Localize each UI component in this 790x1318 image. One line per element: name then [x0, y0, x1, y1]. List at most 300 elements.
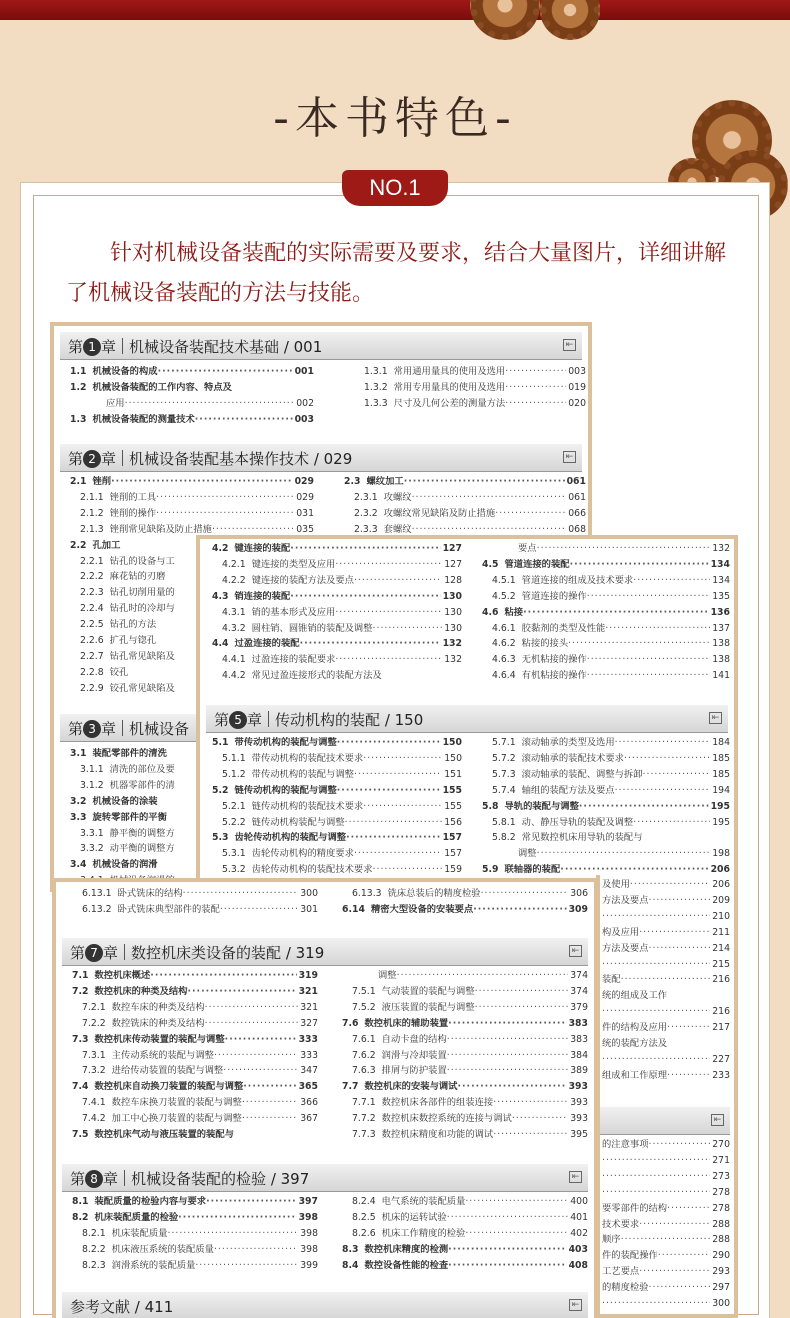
toc-entry[interactable] [482, 815, 730, 831]
toc-entry-number: 8.2.5 [352, 1211, 376, 1223]
gear-icon [540, 0, 600, 40]
toc-entry[interactable] [72, 1063, 318, 1079]
toc-entry[interactable] [342, 1032, 588, 1048]
leader-dots [220, 902, 298, 918]
toc-entry[interactable] [72, 968, 318, 984]
feature-badge: NO.1 [342, 170, 448, 206]
leader-dots [602, 1153, 710, 1169]
leader-dots [363, 799, 442, 815]
collapse-icon[interactable]: ⇤ [709, 712, 722, 724]
toc-entry-number: 5.1 [212, 737, 229, 748]
toc-entry[interactable] [482, 846, 730, 862]
leader-dots [602, 1169, 710, 1185]
toc-entry-page: 130 [442, 590, 462, 602]
toc-entry-page: 309 [568, 903, 588, 915]
leader-dots [354, 846, 442, 862]
toc-entry[interactable] [72, 1258, 318, 1274]
toc-entry-title: 机器零部件的清 [109, 779, 175, 791]
toc-entry-page: 035 [296, 523, 314, 535]
leader-dots [447, 1210, 569, 1226]
toc-entry-fragment[interactable] [602, 1036, 730, 1052]
toc-entry-number: 4.6.4 [492, 670, 516, 682]
toc-entry[interactable] [212, 573, 462, 589]
toc-entry-title: 滚动轴承的装配、调整与拆卸 [521, 768, 643, 780]
leader-dots [111, 474, 292, 490]
toc-entry-title: 滚动轴承的装配技术要求 [521, 752, 624, 764]
toc-entry-page: 061 [568, 491, 586, 503]
toc-entry-title: 数控车床换刀装置的装配与调整 [111, 1097, 242, 1109]
leader-dots [649, 893, 711, 909]
leader-dots [667, 1201, 710, 1217]
toc-entry[interactable] [482, 589, 730, 605]
toc-entry-title: 钻孔常见缺陷及 [109, 650, 175, 662]
toc-entry-page: 001 [294, 366, 314, 377]
toc-entry-number: 3.1.1 [80, 763, 104, 775]
toc-entry-page: 402 [570, 1227, 588, 1239]
toc-entry[interactable] [482, 783, 730, 799]
toc-entry-title: 精密大型设备的安装要点 [370, 903, 474, 915]
toc-entry-fragment[interactable] [602, 988, 730, 1004]
chapter-2-header: 第 2 章 机械设备装配基本操作技术 / 029 ⇤ [60, 444, 582, 472]
toc-entry[interactable] [342, 968, 588, 984]
toc-entry-page: 401 [570, 1211, 588, 1223]
toc-entry[interactable] [342, 1000, 588, 1016]
leader-dots [158, 364, 293, 380]
toc-entry[interactable] [482, 636, 730, 652]
toc-entry[interactable] [212, 783, 462, 799]
toc-entry-number: 5.8.1 [492, 816, 516, 828]
toc-entry-page: 383 [568, 1017, 588, 1029]
toc-entry[interactable] [70, 412, 314, 428]
leader-dots [335, 605, 442, 621]
toc-entry[interactable] [342, 1016, 588, 1032]
leader-dots [667, 1020, 710, 1036]
toc-entry-number: 6.13.2 [82, 903, 112, 915]
toc-entry[interactable] [344, 506, 586, 522]
toc-entry-page: 393 [570, 1113, 588, 1125]
leader-dots [195, 412, 293, 428]
toc-entry-fragment[interactable] [602, 941, 730, 957]
toc-entry[interactable] [72, 1032, 318, 1048]
toc-entry-title: 件的装配操作 [602, 1250, 658, 1262]
toc-entry-number: 5.3 [212, 832, 229, 844]
toc-entry[interactable] [72, 1111, 318, 1127]
leader-dots [337, 783, 441, 799]
toc-entry-number: 7.4.1 [82, 1097, 106, 1109]
toc-entry-page: 068 [568, 523, 586, 535]
leader-dots [579, 799, 709, 815]
toc-entry-title: 常用专用量具的使用及选用 [393, 381, 506, 393]
toc-entry-title: 自动卡盘的结构 [381, 1033, 447, 1045]
toc-entry[interactable] [72, 902, 318, 918]
toc-entry-title: 销的基本形式及应用 [251, 606, 336, 618]
toc-entry-fragment[interactable] [602, 1264, 730, 1280]
toc-entry-fragment[interactable] [602, 957, 730, 973]
leader-dots [639, 1217, 710, 1233]
leader-dots [505, 364, 566, 380]
toc-entry-title: 方法及要点 [602, 894, 649, 906]
leader-dots [234, 1127, 316, 1143]
toc-entry-fragment[interactable] [602, 1068, 730, 1084]
toc-entry-fragment[interactable] [602, 1137, 730, 1153]
toc-entry-number: 6.13.3 [352, 888, 382, 899]
toc-entry-title: 链传动机构装配与调整 [251, 816, 345, 828]
toc-entry-number: 7.7.3 [352, 1129, 376, 1141]
toc-entry[interactable] [342, 1063, 588, 1079]
toc-entry[interactable] [212, 767, 462, 783]
toc-entry[interactable] [212, 636, 462, 652]
toc-entry[interactable] [342, 1127, 588, 1143]
toc-entry-title: 键连接的类型及应用 [251, 558, 336, 570]
toc-entry-page: 321 [300, 1001, 318, 1013]
toc-entry[interactable] [70, 396, 314, 412]
toc-entry[interactable] [482, 605, 730, 621]
leader-dots [587, 652, 711, 668]
toc-entry[interactable] [354, 396, 586, 412]
toc-entry[interactable] [72, 1242, 318, 1258]
toc-entry-number: 4.4.2 [222, 670, 246, 682]
toc-entry[interactable] [70, 506, 314, 522]
chapter-8-header: 第 8 章 机械设备装配的检验 / 397 ⇤ [62, 1164, 588, 1192]
toc-entry-number: 4.3.2 [222, 622, 246, 634]
toc-entry[interactable] [354, 364, 586, 380]
ch1-left [70, 364, 314, 428]
toc-entry-page: 157 [444, 848, 462, 860]
leader-dots [354, 573, 442, 589]
leader-dots [602, 909, 710, 925]
toc-entry[interactable] [342, 1048, 588, 1064]
toc-entry-page: 384 [570, 1049, 588, 1061]
collapse-icon[interactable]: ⇤ [569, 1171, 582, 1183]
toc-entry[interactable] [212, 751, 462, 767]
toc-entry-page: 195 [712, 816, 730, 828]
toc-entry[interactable] [212, 815, 462, 831]
toc-entry-title: 键连接的装配 [234, 543, 291, 554]
toc-entry-title: 数控机床的种类及结构 [94, 985, 188, 997]
toc-entry[interactable] [482, 767, 730, 783]
leader-dots [156, 506, 294, 522]
toc-entry-number: 3.3 [70, 811, 87, 823]
leader-dots [639, 1264, 710, 1280]
toc-entry-number: 5.7.2 [492, 752, 516, 764]
leader-dots [346, 830, 441, 846]
toc-entry-number: 7.5.2 [352, 1001, 376, 1013]
toc-entry[interactable] [70, 490, 314, 506]
toc-entry[interactable] [72, 1000, 318, 1016]
toc-entry[interactable] [342, 1242, 588, 1258]
toc-entry[interactable] [342, 902, 588, 918]
toc-entry-title: 统的装配方法及 [602, 1038, 668, 1050]
toc-entry-title: 液压装置的装配与调整 [381, 1001, 475, 1013]
toc-entry[interactable] [72, 1016, 318, 1032]
toc-entry[interactable] [482, 668, 730, 684]
leader-dots [448, 1242, 566, 1258]
leader-dots [602, 1296, 710, 1312]
toc-entry-number: 5.7.4 [492, 784, 516, 796]
leader-dots [465, 1194, 568, 1210]
toc-entry[interactable] [482, 735, 730, 751]
toc-entry-page: 300 [712, 1298, 730, 1310]
toc-entry-page: 135 [712, 590, 730, 602]
toc-entry-title: 常见数控机床用导轨的装配与 [521, 832, 643, 844]
leader-dots [481, 886, 569, 902]
leader-dots [448, 1258, 566, 1274]
collapse-icon[interactable]: ⇤ [569, 945, 582, 957]
leader-dots [243, 1079, 296, 1095]
toc-entry[interactable] [212, 799, 462, 815]
leader-dots [505, 380, 566, 396]
toc-entry-page: 127 [442, 543, 462, 554]
leader-dots [630, 877, 710, 893]
toc-entry[interactable] [482, 541, 730, 557]
toc-entry-title: 机床工作精度的检验 [381, 1227, 466, 1239]
toc-entry-title: 的注意事项 [602, 1139, 649, 1150]
toc-entry[interactable] [72, 886, 318, 902]
toc-entry-page: 366 [300, 1097, 318, 1109]
leader-dots [568, 636, 710, 652]
leader-dots [242, 1095, 298, 1111]
toc-entry[interactable] [72, 1127, 318, 1143]
toc-entry[interactable] [212, 605, 462, 621]
toc-entry[interactable] [72, 1194, 318, 1210]
leader-dots [639, 925, 710, 941]
toc-entry-fragment[interactable] [602, 877, 730, 893]
toc-entry[interactable] [342, 1194, 588, 1210]
toc-entry[interactable] [212, 652, 462, 668]
toc-entry-title: 数控机床数控系统的连接与调试 [381, 1113, 512, 1125]
toc-entry[interactable] [342, 1095, 588, 1111]
toc-entry-page: 389 [570, 1065, 588, 1077]
toc-entry[interactable] [342, 1079, 588, 1095]
toc-entry-title: 扩孔与锪孔 [109, 635, 157, 647]
toc-entry-number: 2.1.1 [80, 491, 104, 503]
toc-entry-number: 2.2.4 [80, 603, 104, 615]
toc-entry[interactable] [342, 984, 588, 1000]
leader-dots [223, 1063, 298, 1079]
leader-dots [373, 621, 443, 637]
toc-entry[interactable] [70, 380, 314, 396]
toc-entry-fragment[interactable] [602, 1185, 730, 1201]
toc-entry-number: 5.1.1 [222, 752, 246, 764]
toc-entry-page: 155 [444, 800, 462, 812]
toc-entry[interactable] [212, 621, 462, 637]
toc-entry[interactable] [70, 474, 314, 490]
leader-dots [523, 605, 708, 621]
toc-entry-title: 铣床总装后的精度检验 [387, 888, 481, 899]
toc-entry-page: 214 [712, 942, 730, 954]
toc-entry-fragment[interactable] [602, 1169, 730, 1185]
toc-entry-title: 钻孔时的冷却与 [109, 603, 175, 615]
toc-entry-number: 7.3.2 [82, 1065, 106, 1077]
toc-entry[interactable] [482, 621, 730, 637]
leader-dots [667, 1036, 728, 1052]
toc-entry[interactable] [212, 830, 462, 846]
toc-entry-title: 链传动机构的装配与调整 [234, 784, 337, 796]
toc-entry-fragment[interactable] [602, 1004, 730, 1020]
toc-entry-page: 185 [712, 752, 730, 764]
leader-dots [633, 573, 710, 589]
toc-entry-number: 5.1.2 [222, 768, 246, 780]
toc-entry-page: 137 [712, 622, 730, 634]
toc-entry-title: 润滑与冷却装置 [381, 1049, 447, 1061]
toc-entry-title: 卧式铣床典型部件的装配 [117, 903, 220, 915]
toc-entry-title: 机械设备的润滑 [92, 859, 158, 871]
toc-entry-title: 旋转零部件的平衡 [92, 811, 167, 823]
toc-entry-fragment[interactable] [602, 925, 730, 941]
toc-entry[interactable] [482, 830, 730, 846]
leader-dots [290, 589, 440, 605]
toc-entry-title: 数控铣床的种类及结构 [111, 1017, 205, 1029]
toc-entry-title: 及使用 [602, 879, 630, 890]
toc-entry[interactable] [482, 557, 730, 573]
toc-entry[interactable] [342, 1258, 588, 1274]
toc-entry-page: 333 [298, 1033, 318, 1045]
toc-entry-title: 卧式铣床的结构 [117, 888, 183, 899]
toc-entry-title: 带传动机构的装配技术要求 [251, 752, 364, 764]
toc-entry-title: 管道连接的装配 [504, 558, 570, 570]
toc-entry-page: 130 [444, 606, 462, 618]
toc-entry[interactable] [72, 1095, 318, 1111]
toc-entry[interactable] [212, 589, 462, 605]
toc-entry[interactable] [342, 886, 588, 902]
toc-entry-page: 132 [444, 654, 462, 666]
ch8-right [342, 1194, 588, 1274]
toc-entry-page: 333 [300, 1049, 318, 1061]
toc-entry-page: 215 [712, 958, 730, 970]
toc-entry-page: 031 [296, 507, 314, 519]
toc-entry-fragment[interactable] [602, 1020, 730, 1036]
toc-entry-number: 3.2 [70, 795, 87, 807]
toc-entry-page: 206 [710, 864, 730, 876]
toc-entry[interactable] [212, 668, 462, 684]
toc-entry-number: 2.2.6 [80, 635, 104, 647]
toc-entry-fragment[interactable] [602, 1217, 730, 1233]
toc-entry[interactable] [212, 557, 462, 573]
toc-entry-title: 润滑系统的装配质量 [111, 1259, 196, 1271]
toc-entry-title: 联轴器的装配 [504, 864, 561, 876]
toc-entry[interactable] [212, 862, 462, 878]
toc-entry-page: 185 [712, 768, 730, 780]
toc-entry-title: 气动装置的装配与调整 [381, 985, 475, 997]
collapse-icon[interactable]: ⇤ [711, 1114, 724, 1126]
ch9-tail [602, 1137, 730, 1312]
toc-entry-page: 132 [442, 638, 462, 650]
leader-dots [412, 490, 567, 506]
toc-entry-title: 导轨的装配与调整 [504, 800, 579, 812]
toc-entry-page: 379 [570, 1001, 588, 1013]
toc-entry-title: 带传动机构的装配与调整 [234, 737, 337, 748]
collapse-icon[interactable]: ⇤ [563, 339, 576, 351]
toc-entry[interactable] [72, 1048, 318, 1064]
toc-entry[interactable] [344, 490, 586, 506]
toc-entry-title: 齿轮传动机构的精度要求 [251, 848, 354, 860]
leader-dots [624, 751, 710, 767]
toc-entry-number: 2.2.2 [80, 571, 104, 583]
toc-entry-fragment[interactable] [602, 893, 730, 909]
toc-entry-fragment[interactable] [602, 1232, 730, 1248]
toc-entry-page: 003 [568, 366, 586, 377]
toc-entry-title: 圆柱销、圆锥销的装配及调整 [251, 622, 373, 634]
toc-entry-number: 8.2.3 [82, 1259, 106, 1271]
toc-entry[interactable] [342, 1226, 588, 1242]
toc-entry-page: 029 [296, 491, 314, 503]
leader-dots [354, 767, 442, 783]
toc-entry[interactable] [342, 1210, 588, 1226]
toc-entry-title: 静平衡的调整方 [109, 827, 175, 839]
collapse-icon[interactable]: ⇤ [563, 451, 576, 463]
toc-entry-title: 钻孔的方法 [109, 619, 157, 631]
toc-entry-number: 4.3 [212, 590, 229, 602]
leader-dots [667, 988, 728, 1004]
toc-entry-fragment[interactable] [602, 972, 730, 988]
leader-dots [382, 668, 460, 684]
toc-entry[interactable] [354, 380, 586, 396]
toc-entry[interactable] [482, 751, 730, 767]
toc-entry-number: 7.5.1 [352, 985, 376, 997]
toc-entry[interactable] [72, 1226, 318, 1242]
toc-entry-title: 数控机床自动换刀装置的装配与调整 [94, 1081, 244, 1093]
leader-dots [345, 815, 443, 831]
toc-entry-number: 7.6 [342, 1017, 359, 1029]
toc-entry-page: 138 [712, 654, 730, 666]
toc-entry-number: 5.7.1 [492, 737, 516, 748]
toc-entry[interactable] [482, 799, 730, 815]
toc-entry[interactable] [482, 573, 730, 589]
toc-entry-page: 206 [712, 879, 730, 890]
toc-entry-title: 机械设备装配的测量技术 [92, 413, 195, 425]
toc-entry[interactable] [482, 652, 730, 668]
toc-entry[interactable] [342, 1111, 588, 1127]
ch5-left [212, 735, 462, 878]
toc-entry-number: 5.8 [482, 800, 499, 812]
toc-entry-fragment[interactable] [602, 1296, 730, 1312]
toc-entry[interactable] [212, 541, 462, 557]
toc-entry-number: 7.3 [72, 1033, 89, 1045]
toc-entry[interactable] [72, 984, 318, 1000]
toc-entry-title: 粘接 [504, 606, 524, 618]
toc-entry-title: 数控机床精度的检测 [364, 1243, 449, 1255]
leader-dots [187, 984, 296, 1000]
toc-entry[interactable] [70, 364, 314, 380]
toc-entry-page: 365 [298, 1081, 318, 1093]
toc-entry-title: 机床的运转试验 [381, 1211, 447, 1223]
toc-entry-title: 轴组的装配方法及要点 [521, 784, 615, 796]
toc-entry[interactable] [72, 1210, 318, 1226]
toc-entry[interactable] [344, 474, 586, 490]
toc-entry[interactable] [212, 735, 462, 751]
collapse-icon[interactable]: ⇤ [569, 1299, 582, 1311]
leader-dots [457, 1079, 566, 1095]
toc-entry-fragment[interactable] [602, 1201, 730, 1217]
toc-entry-page: 297 [712, 1282, 730, 1294]
chapter-3-header: 第 3 章 机械设备 [60, 714, 582, 742]
toc-entry-page: 293 [712, 1266, 730, 1278]
toc-entry[interactable] [72, 1079, 318, 1095]
toc-entry-fragment[interactable] [602, 909, 730, 925]
toc-entry-number: 8.4 [342, 1259, 359, 1271]
toc-entry-fragment[interactable] [602, 1153, 730, 1169]
toc-entry-fragment[interactable] [602, 1052, 730, 1068]
ch6-left [72, 886, 318, 918]
toc-entry-page: 398 [300, 1243, 318, 1255]
toc-entry[interactable] [212, 846, 462, 862]
toc-entry-title: 数控机床气动与液压装置的装配与 [94, 1129, 234, 1141]
toc-entry-fragment[interactable] [602, 1248, 730, 1264]
toc-entry-fragment[interactable] [602, 1280, 730, 1296]
leader-dots [335, 557, 442, 573]
toc-entry-number: 4.2 [212, 543, 229, 554]
toc-entry-number: 7.2.2 [82, 1017, 106, 1029]
